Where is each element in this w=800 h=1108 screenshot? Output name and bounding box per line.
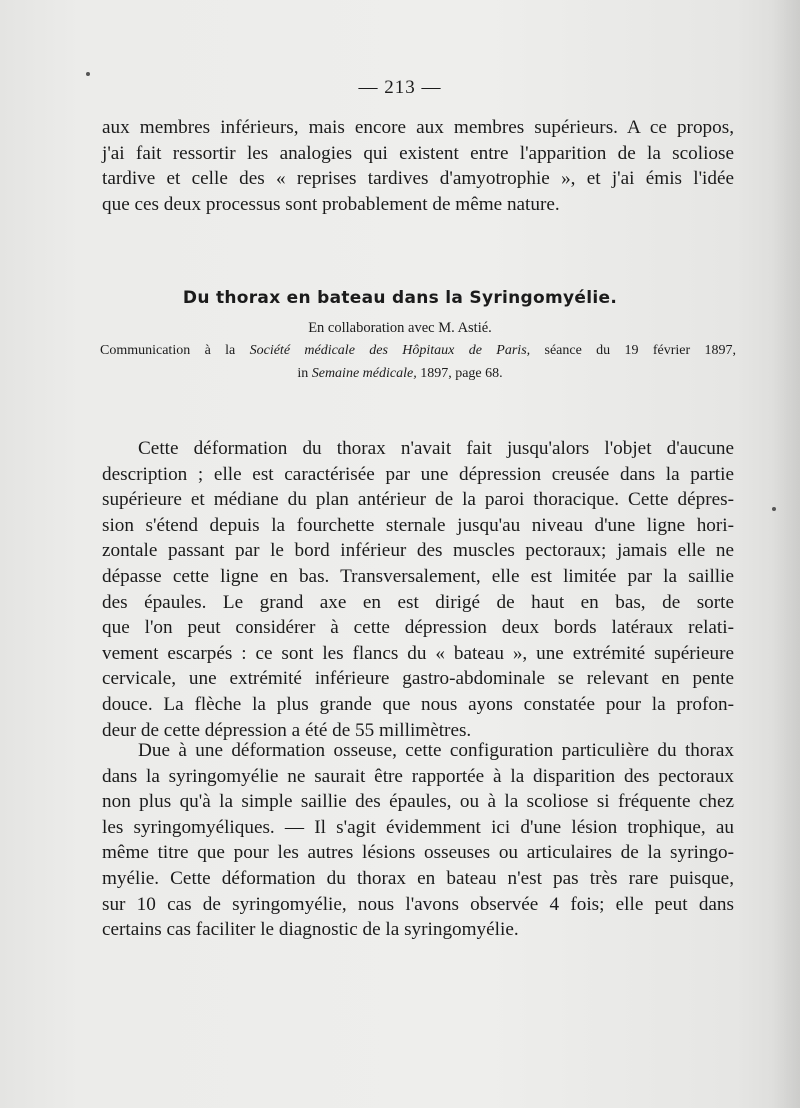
publication-note — [0, 366, 800, 382]
paragraph-line: cervicale, une extrémité inférieure gastro-abdominale se relevant en pente — [102, 668, 734, 690]
paragraph-line: les syringomyéliques. — Il s'agit évidemment ici d'une lésion trophique, au — [102, 816, 734, 838]
paragraph-line: dépasse cette ligne en bas. Transversalement, elle est limitée par la saillie — [102, 565, 734, 587]
communication-prefix: Communication à la — [100, 343, 236, 358]
paragraph-line: sur 10 cas de syringomyélie, nous l'avons observée 4 fois; elle peut dans — [102, 893, 734, 915]
intro-line: tardive et celle des « reprises tardives d'amyotrophie », et j'ai émis l'idée — [102, 168, 734, 190]
paragraph-line: douce. La flèche la plus grande que nous ayons constatée pour la profon- — [102, 693, 734, 715]
paragraph-line: Due à une déformation osseuse, cette configuration particulière du thorax — [138, 740, 734, 761]
scan-speck — [86, 72, 90, 76]
scan-speck — [772, 507, 776, 511]
paragraph-line: sion s'étend depuis la fourchette sternale jusqu'au niveau d'une ligne hori- — [102, 514, 734, 536]
paragraph-line: zontale passant par le bord inférieur des muscles pectoraux; jamais elle ne — [102, 540, 734, 562]
paragraph-line: dans la syringomyélie ne saurait être rapportée à la disparition des pectoraux — [102, 765, 734, 787]
body-paragraph-1 — [102, 436, 734, 743]
paragraph-line: non plus qu'à la simple saillie des épaules, ou à la scoliose si fréquente chez — [102, 791, 734, 813]
communication-note — [100, 343, 736, 359]
journal-name: Semaine médicale, — [311, 366, 417, 381]
paragraph-line: des épaules. Le grand axe en est dirigé de haut en bas, de sorte — [102, 591, 734, 613]
page-edge-shadow — [772, 0, 800, 1108]
intro-line: j'ai fait ressortir les analogies qui existent entre l'apparition de la scoliose — [102, 142, 734, 164]
paragraph-line: supérieure et médiane du plan antérieur de la paroi thoracique. Cette dépres- — [102, 489, 734, 511]
collaboration-note: En collaboration avec M. Astié. — [308, 320, 492, 336]
in-prefix: in — [297, 366, 309, 381]
intro-line: que ces deux processus sont probablement de même nature. — [102, 193, 560, 215]
paragraph-line: Cette déformation du thorax n'avait fait jusqu'alors l'objet d'aucune — [138, 438, 734, 459]
paragraph-line: description ; elle est caractérisée par une dépression creusée dans la partie — [102, 463, 734, 485]
society-name: Société médicale des Hôpitaux de Paris, — [249, 343, 531, 358]
paragraph-line: certains cas faciliter le diagnostic de la syringomyélie. — [102, 919, 519, 941]
paragraph-line: myélie. Cette déformation du thorax en bateau n'est pas très rare puisque, — [102, 867, 734, 889]
body-paragraph-2 — [102, 738, 734, 943]
paragraph-line: même titre que pour les autres lésions osseuses ou articulaires de la syringo- — [102, 842, 734, 864]
intro-line: aux membres inférieurs, mais encore aux membres supérieurs. A ce propos, — [102, 117, 734, 138]
paragraph-line: deur de cette dépression a été de 55 millimètres. — [102, 719, 472, 741]
paragraph-line: que l'on peut considérer à cette dépression deux bords latéraux relati- — [102, 617, 734, 639]
in-suffix: 1897, page 68. — [420, 366, 503, 381]
paragraph-line: vement escarpés : ce sont les flancs du « bateau », une extrémité supérieure — [102, 642, 734, 664]
intro-paragraph — [102, 115, 734, 217]
communication-suffix: séance du 19 février 1897, — [544, 343, 737, 358]
page-number: — 213 — — [358, 77, 442, 98]
article-title: Du thorax en bateau dans la Syringomyélie. — [182, 288, 618, 308]
